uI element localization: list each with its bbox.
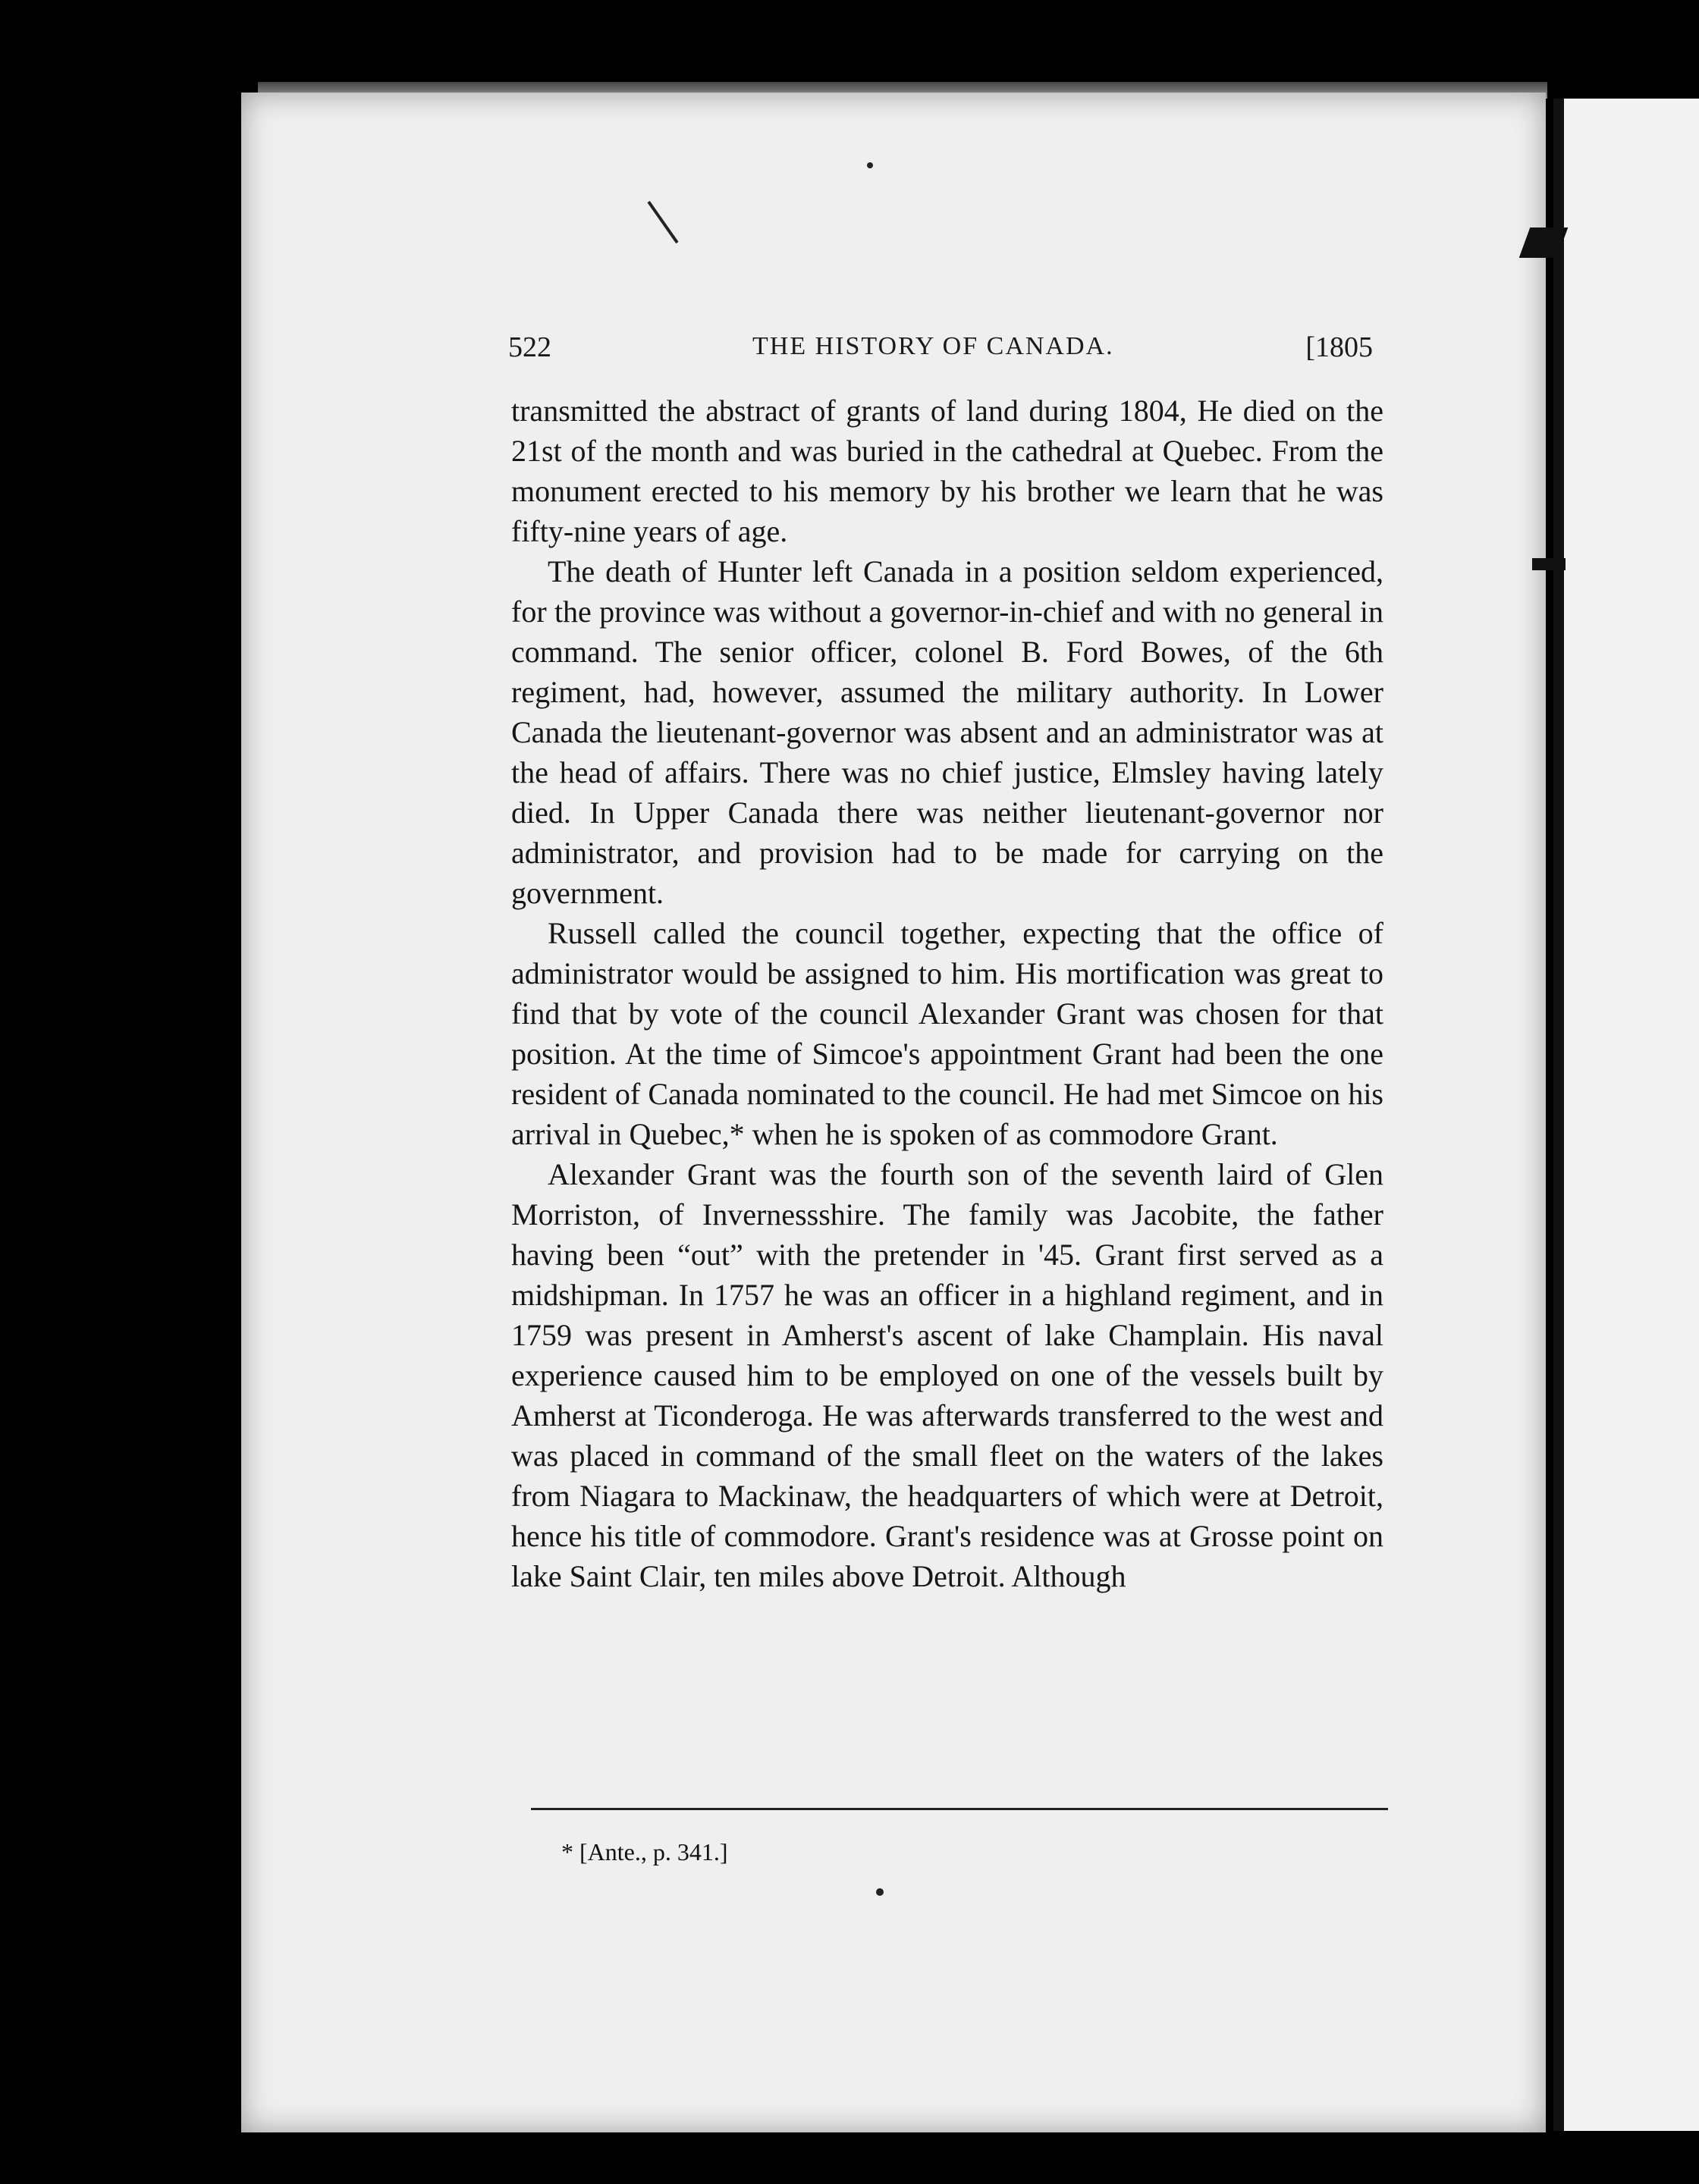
body-text [511, 391, 1383, 1596]
page-number: 522 [508, 331, 551, 363]
binding-clip-lower [1532, 558, 1566, 570]
paragraph-2: The death of Hunter left Canada in a position seldom experienced, for the province was without a governor-in-chief and with no general in command. The senior officer, colonel B. Ford Bowes, of the 6th regiment, had, however, assumed the military authority. In Lower Canada the lieutenant-governor was absent and an administrator was at the head of affairs. There was no chief justice, Elmsley having lately died. In Upper Canada there was neither lieutenant-governor nor administrator, and provision had to be made for carrying on the government. [511, 554, 1383, 910]
footnote-rule [531, 1808, 1388, 1810]
ink-speck [867, 162, 873, 168]
paragraph-4: Alexander Grant was the fourth son of the seventh laird of Glen Morriston, of Invernessshire. The family was Jacobite, the father having been “out” with the pretender in '45. Grant first served as a midshipman. In 1757 he was an officer in a highland regiment, and in 1759 was present in Amherst's ascent of lake Champlain. His naval experience caused him to be employed on one of the vessels built by Amherst at Ticonderoga. He was afterwards transferred to the west and was placed in command of the small fleet on the waters of the lakes from Niagara to Mackinaw, the headquarters of which were at Detroit, hence his title of commodore. Grant's residence was at Grosse point on lake Saint Clair, ten miles above Detroit. Although [511, 1157, 1383, 1593]
header-year: [1805 [1305, 331, 1373, 363]
facing-page-edge [1553, 99, 1699, 2131]
running-header [508, 331, 1373, 373]
paragraph-3: Russell called the council together, expecting that the office of administrator would be assigned to him. His mortification was great to find that by vote of the council Alexander Grant was chosen for that position. At the time of Simcoe's appointment Grant had been the one resident of Canada nominated to the council. He had met Simcoe on his arrival in Quebec,* when he is spoken of as commodore Grant. [511, 916, 1383, 1151]
ink-speck [876, 1888, 884, 1896]
paragraph-1: transmitted the abstract of grants of land during 1804, He died on the 21st of the month and was buried in the cathedral at Quebec. From the monument erected to his memory by his brother we learn that he was fifty-nine years of age. [511, 394, 1383, 548]
footnote: * [Ante., p. 341.] [561, 1838, 728, 1866]
running-title: THE HISTORY OF CANADA. [752, 332, 1114, 360]
